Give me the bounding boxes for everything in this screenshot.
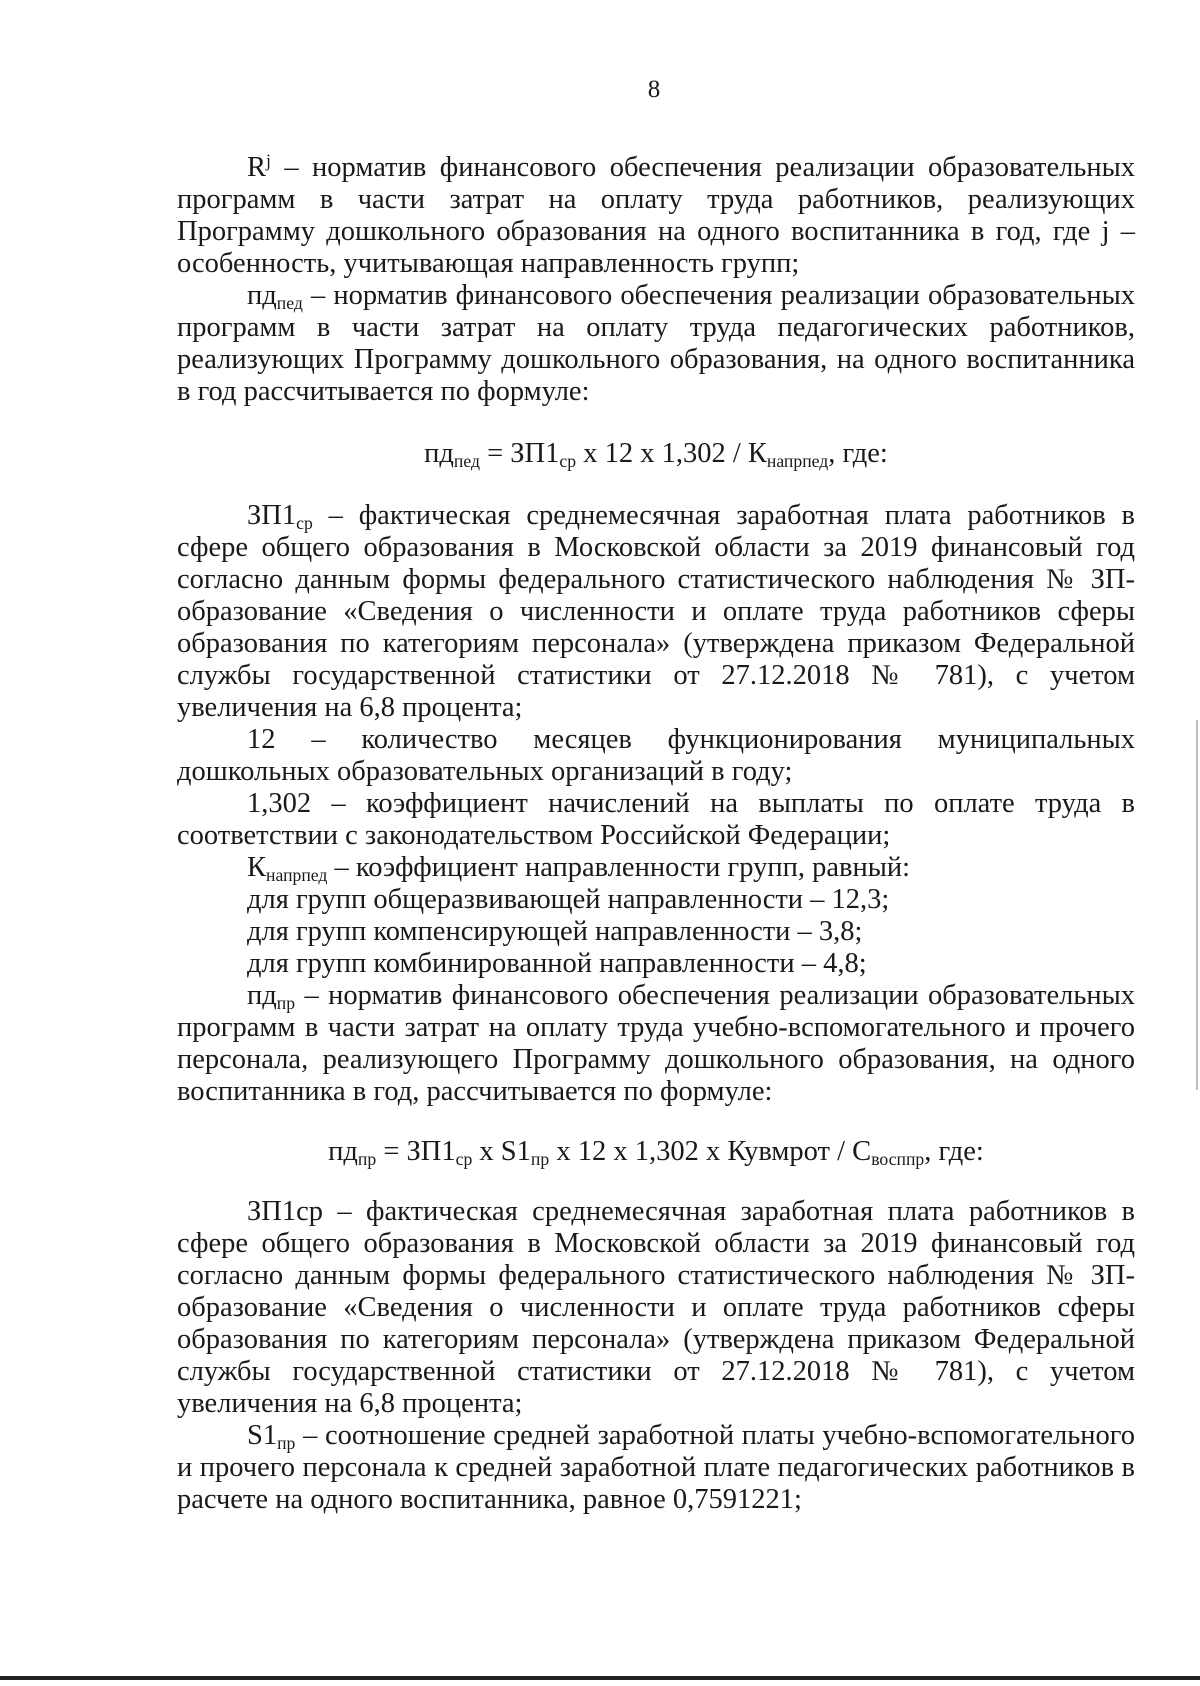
formula-pd-ped: $пд_{пед} = ЗП1_{ср}$ х 12 х $1,302 / К_{напрпед}$, где: [424,438,888,471]
paragraph-zp1-definition: $ЗП1_{ср}$ – фактическая среднемесячная заработная плата работников в сфере общего образования в Московской области за 2019 финансовый год согласно данным формы федерального статистического наблюдения № ЗП-образование «Сведения о численности и оплате труда работников сферы образования по категориям персонала» (утверждена приказом Федеральной службы государственной статистики от 27.12.2018 № 781), с учетом увеличения на 6,8 процента; [177,500,1135,723]
list-item-general: для групп общеразвивающей направленности – 12,3; [247,884,890,915]
list-item-combined: для групп комбинированной направленности – 4,8; [247,948,867,979]
scan-bottom-border [0,1676,1200,1680]
paragraph-pd-pr-definition: $пд_{пр}$ – норматив финансового обеспечения реализации образовательных программ в части затрат на оплату труда учебно-вспомогательного и прочего персонала, реализующего Программу дошкольного образования, на одного воспитанника в год, рассчитывается по формуле: [177,980,1135,1107]
page-number: 8 [647,76,661,103]
paragraph-s1-pr-definition: $S1_{пр}$ – соотношение средней заработной платы учебно-вспомогательного и прочего персонала к средней заработной плате педагогических работников в расчете на одного воспитанника, равное 0,7591221; [177,1420,1135,1515]
symbol-pd-ped: пд [247,280,277,311]
paragraph-12-months: 12 – количество месяцев функционирования муниципальных дошкольных образовательных организаций в году; [177,724,1135,787]
document-body [177,152,1135,1516]
scan-edge-mark [1196,720,1198,1090]
paragraph-pd-ped-definition: $пд_{пед}$ – норматив финансового обеспечения реализации образовательных программ в части затрат на оплату труда педагогических работников, реализующих Программу дошкольного образования, на одного воспитанника в год рассчитывается по формуле: [177,280,1135,407]
paragraph-k-naprped: $К_{напрпед}$ – коэффициент направленности групп, равный: [247,852,911,885]
symbol-r: R [247,152,267,183]
paragraph-rj-definition: $R^j$ – норматив финансового обеспечения реализации образовательных программ в части затрат на оплату труда работников, реализующих Программу дошкольного образования на одного воспитанника в год, где j – особенность, учитывающая направленность групп; [177,150,1135,279]
list-item-compensating: для групп компенсирующей направленности – 3,8; [247,916,863,947]
paragraph-zp1cp-definition: ЗП1ср – фактическая среднемесячная заработная плата работников в сфере общего образования в Московской области за 2019 финансовый год согласно данным формы федерального статистического наблюдения № ЗП-образование «Сведения о численности и оплате труда работников сферы образования по категориям персонала» (утверждена приказом Федеральной службы государственной статистики от 27.12.2018 № 781), с учетом увеличения на 6,8 процента; [177,1196,1135,1419]
formula-pd-pr: $пд_{пр} = ЗП1_{ср}$ х $S1_{пр}$ х 12 х 1,302 х Кувмрот / $С_{восппр}$, где: [328,1136,984,1169]
paragraph-1302-coefficient: 1,302 – коэффициент начислений на выплаты по оплате труда в соответствии с законодательством Российской Федерации; [177,788,1135,851]
